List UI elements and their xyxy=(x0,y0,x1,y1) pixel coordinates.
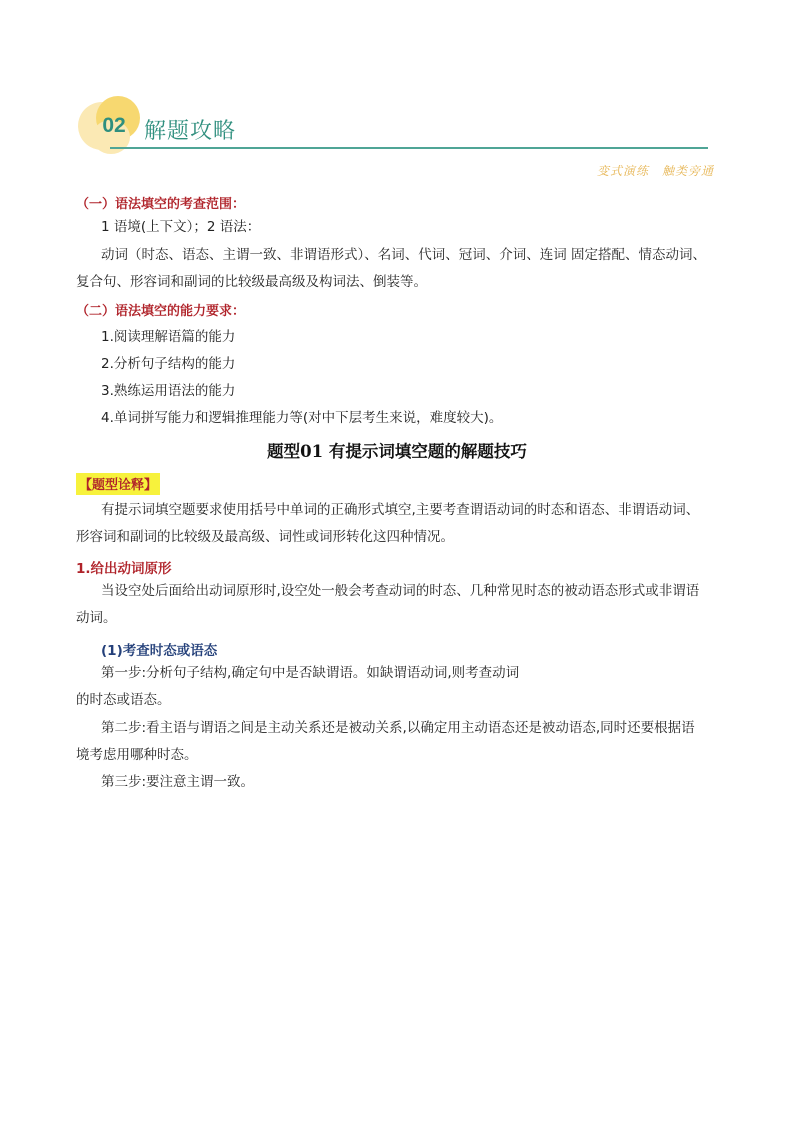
step1-line1: 第一步:分析句子结构,确定句中是否缺谓语。如缺谓语动词,则考查动词 xyxy=(101,665,520,681)
step2-line2: 境考虑用哪种时态。 xyxy=(76,747,198,763)
section1-heading: （一）语法填空的考查范围： xyxy=(76,197,246,212)
section1-line2: 动词（时态、语态、主谓一致、非谓语形式）、名词、代词、冠词、介词、连词 固定搭配、情态动词、 xyxy=(101,247,707,263)
section1-line3: 复合句、形容词和副词的比较级最高级及构词法、倒装等。 xyxy=(76,274,427,290)
sub1-heading: (1)考查时态或语态 xyxy=(101,643,218,659)
part1-line2: 动词。 xyxy=(76,610,117,626)
part1-line1: 当设空处后面给出动词原形时,设空处一般会考查动词的时态、几种常见时态的被动语态形式或非谓语 xyxy=(101,583,700,599)
section-number: 02 xyxy=(102,114,126,137)
explain-tag: 【题型诠释】 xyxy=(76,473,160,495)
section2-item: 3.熟练运用语法的能力 xyxy=(101,383,236,399)
section2-item: 4.单词拼写能力和逻辑推理能力等(对中下层考生来说，难度较大)。 xyxy=(101,410,503,426)
step2-line1: 第二步:看主语与谓语之间是主动关系还是被动关系,以确定用主动语态还是被动语态,同时还要根据语 xyxy=(101,720,695,736)
section-title: 解题攻略 xyxy=(144,119,237,144)
section2-item: 1.阅读理解语篇的能力 xyxy=(101,329,236,345)
part1-heading: 1.给出动词原形 xyxy=(76,561,172,577)
explain-line1: 有提示词填空题要求使用括号中单词的正确形式填空,主要考查谓语动词的时态和语态、非谓语动词、 xyxy=(101,502,700,518)
explain-line2: 形容词和副词的比较级及最高级、词性或词形转化这四种情况。 xyxy=(76,529,454,545)
section1-line1: 1 语境(上下文）；2 语法： xyxy=(101,219,261,235)
question-type-title: 题型01 有提示词填空题的解题技巧 xyxy=(267,442,527,461)
section2-heading: （二）语法填空的能力要求： xyxy=(76,304,246,319)
section-number-badge xyxy=(78,96,148,160)
step1-line2: 的时态或语态。 xyxy=(76,692,171,708)
header-tagline: 变式演练 触类旁通 xyxy=(596,164,714,178)
step3-line: 第三步:要注意主谓一致。 xyxy=(101,774,255,790)
section2-item: 2.分析句子结构的能力 xyxy=(101,356,236,372)
header-divider xyxy=(110,147,708,149)
